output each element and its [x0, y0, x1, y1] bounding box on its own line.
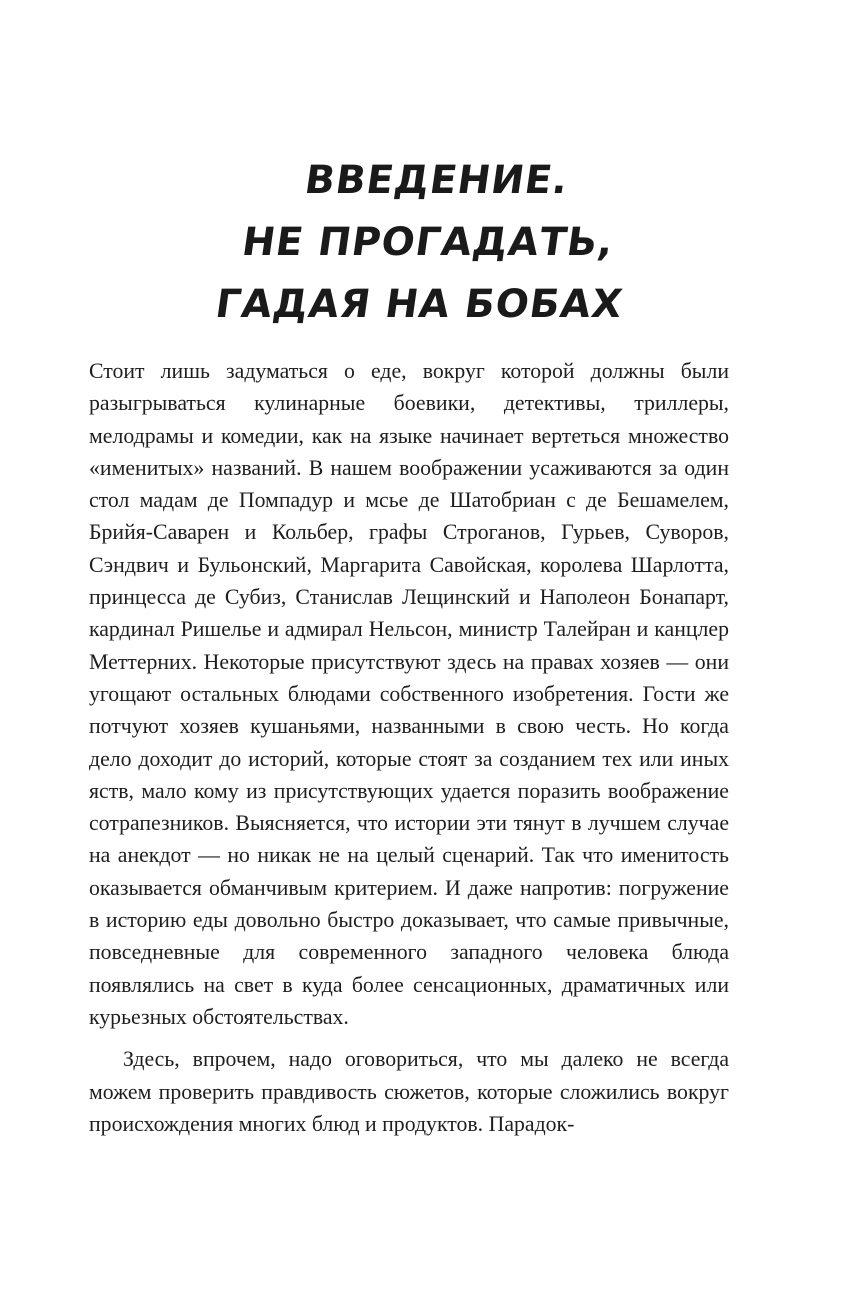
chapter-title-line-1: ВВЕДЕНИЕ.	[302, 158, 572, 203]
chapter-title	[0, 150, 856, 336]
chapter-title-line-3: ГАДАЯ НА БОБАХ	[212, 282, 626, 327]
paragraph-2: Здесь, впрочем, надо оговориться, что мы далеко не всегда можем проверить правдивость сюжетов, которые сложились вокруг происхождения многих блюд и продуктов. Парадок-	[89, 1047, 729, 1136]
chapter-title-line-2: НЕ ПРОГАДАТЬ,	[239, 220, 617, 265]
paragraph-1: Стоит лишь задуматься о еде, вокруг которой должны были разыгрываться кулинарные боевики, детективы, триллеры, мелодрамы и комедии, как на языке начинает вертеться множество «именитых» названий. В нашем воображении усаживаются за один стол мадам де Помпадур и мсье де Шатобриан с де Бешамелем, Брийя-Саварен и Кольбер, графы Строганов, Гурьев, Суворов, Сэндвич и Бульонский, Маргарита Савойская, королева Шарлотта, принцесса де Субиз, Станислав Лещинский и Наполеон Бонапарт, кардинал Ришелье и адмирал Нельсон, министр Талейран и канцлер Меттерних. Некоторые присутствуют здесь на правах хозяев — они угощают остальных блюдами собственного изобретения. Гости же потчуют хозяев кушаньями, названными в свою честь. Но когда дело доходит до историй, которые стоят за созданием тех или иных яств, мало кому из присутствующих удается поразить воображение сотрапезников. Выясняется, что истории эти тянут в лучшем случае на анекдот — но никак не на целый сценарий. Так что именитость оказывается обманчивым критерием. И даже напротив: погружение в историю еды довольно быстро доказывает, что самые привычные, повседневные для современного западного человека блюда появлялись на свет в куда более сенсационных, драматичных или курьезных обстоятельствах.	[89, 359, 729, 1029]
chapter-body	[89, 355, 729, 1140]
